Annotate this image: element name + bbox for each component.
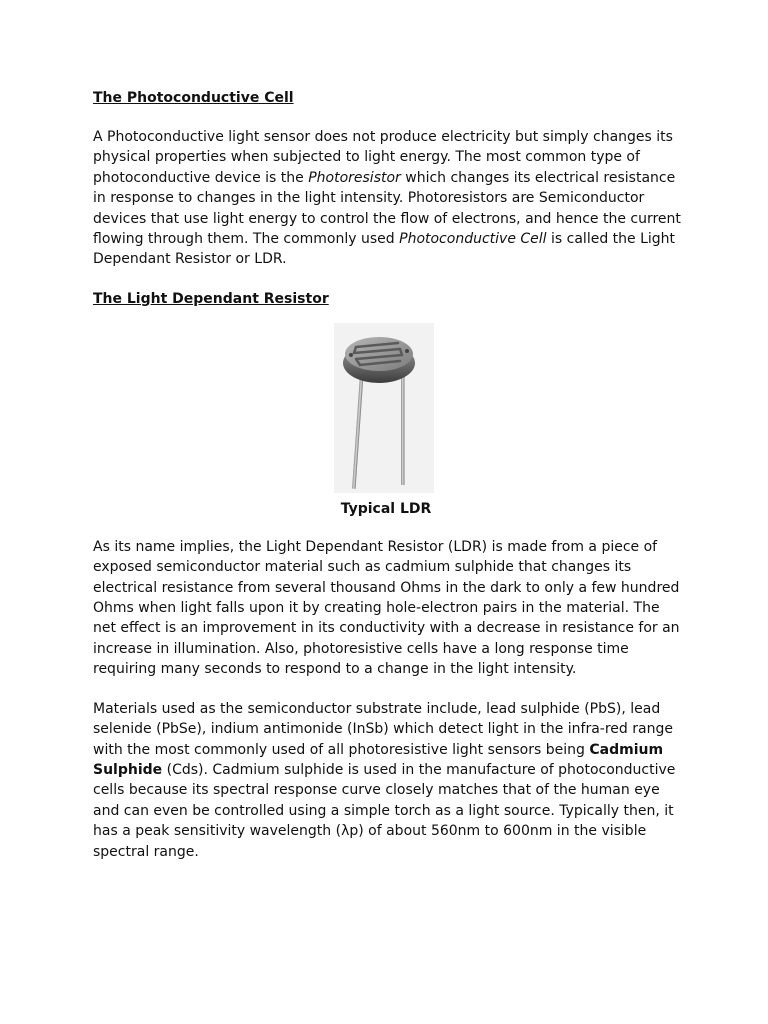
- paragraph-ldr-description: As its name implies, the Light Dependant Resistor (LDR) is made from a piece of exposed semiconductor material such as cadmium sulphide that changes its electrical resistance from several thousand Ohms in the dark to only a few hundred Ohms when light falls upon it by creating hole-electron pairs in the material. The net effect is an improvement in its conductivity with a decrease in resistance for an increase in illumination. Also, photoresistive cells have a long response time requiring many seconds to respond to a change in the light intensity.: [93, 538, 680, 678]
- ldr-figure: [93, 323, 683, 499]
- paragraph-ldr-materials: [93, 699, 683, 862]
- bold-term-cadmium-sulphide: Cadmium Sulphide: [93, 741, 664, 778]
- text-run: A Photoconductive light sensor does not produce electricity but simply changes its physical properties when subjected to light energy. The most common type of photoconductive device is the: [93, 129, 673, 186]
- text-run: is called the Light Dependant Resistor or LDR.: [93, 231, 676, 268]
- italic-term-photoconductive-cell: Photoconductive Cell: [399, 231, 547, 248]
- text-run: (Cds). Cadmium sulphide is used in the manufacture of photoconductive cells because its spectral response curve closely matches that of the human eye and can even be controlled using a simple torch as a light source. Typically then, it has a peak sensitivity wavelength (λp) of about 560nm to 600nm in the visible spectral range.: [93, 761, 676, 860]
- section-heading-ldr: The Light Dependant Resistor: [93, 290, 329, 307]
- ldr-component-icon: [334, 323, 434, 493]
- text-run: which changes its electrical resistance in response to changes in the light intensity. Photoresistors are Semiconductor devices that use light energy to control the flow of electrons, and hence the current flowing through them. The commonly used: [93, 169, 681, 248]
- section-heading-photoconductive-cell: The Photoconductive Cell: [93, 90, 294, 106]
- document-page: [93, 88, 683, 862]
- text-run: Materials used as the semiconductor substrate include, lead sulphide (PbS), lead selenide (PbSe), indium antimonide (InSb) which detect light in the infra-red range with the most commonly used of all photoresistive light sensors being: [93, 700, 673, 758]
- italic-term-photoresistor: Photoresistor: [308, 169, 401, 186]
- figure-caption: Typical LDR: [340, 500, 432, 517]
- paragraph-photoconductive-cell: [93, 127, 683, 270]
